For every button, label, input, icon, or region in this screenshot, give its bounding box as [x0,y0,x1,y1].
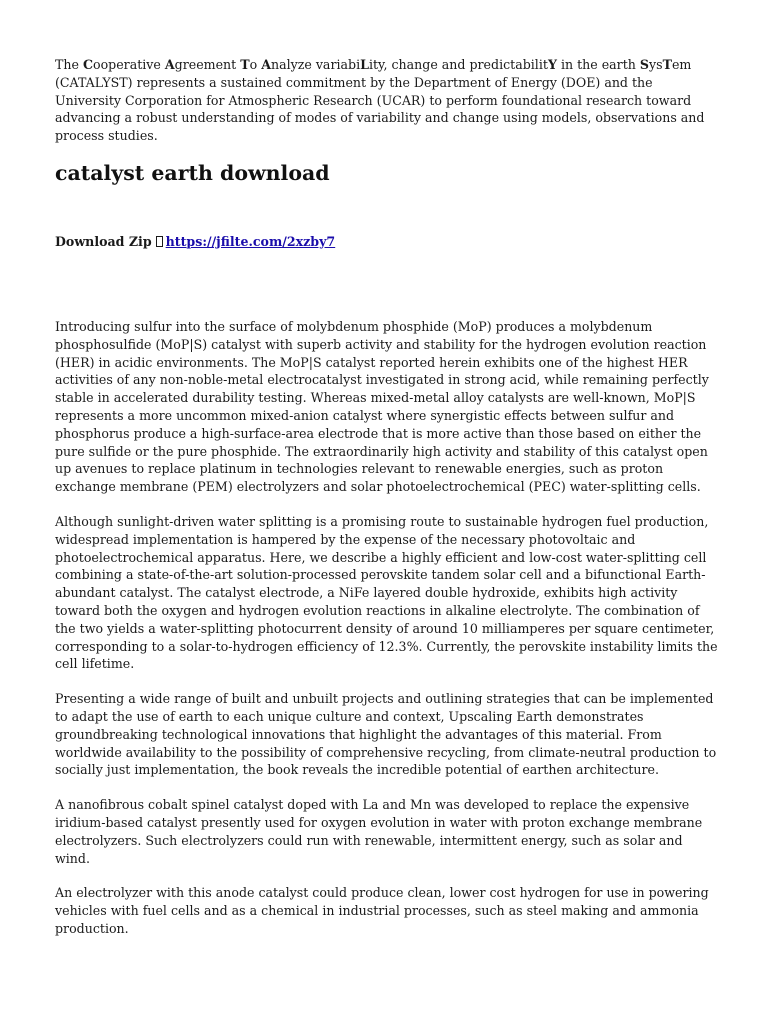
intro-text: ity, change and predictabilit [368,57,548,72]
body-paragraph: Presenting a wide range of built and unbuilt projects and outlining strategies that can be implemented to adapt the use of earth to each unique culture and context, Upscaling Earth demonstrates groundbreaking technological innovations that highlight the advantages of this material. From worldwide availability to the possibility of comprehensive recycling, from climate-neutral production to socially just implementation, the book reveals the incredible potential of earthen architecture. [55,691,717,778]
intro-text: ys [648,57,663,72]
intro-acronym-letter: T [662,57,672,72]
document-page [55,56,720,936]
intro-text: The [55,57,83,72]
download-line [55,233,335,251]
intro-text: em (CATALYST) represents a sustained commitment by the Department of Energy (DOE) and the University Corporation for Atmospheric Research (UCAR) to perform foundational research toward advancing a robust understanding of modes of variability and change using models, observations and process studies. [55,57,705,144]
intro-acronym-letter: L [360,57,369,72]
body-paragraph: Although sunlight-driven water splitting is a promising route to sustainable hydrogen fuel production, widespread implementation is hampered by the expense of the necessary photovoltaic and photoelectrochemical apparatus. Here, we describe a highly efficient and low-cost water-splitting cell combining a state-of-the-art solution-processed perovskite tandem solar cell and a bifunctional Earth-abundant catalyst. The catalyst electrode, a NiFe layered double hydroxide, exhibits high activity toward both the oxygen and hydrogen evolution reactions in alkaline electrolyte. The combination of the two yields a water-splitting photocurrent density of around 10 milliamperes per square centimeter, corresponding to a solar-to-hydrogen efficiency of 12.3%. Currently, the perovskite instability limits the cell lifetime. [55,513,718,672]
intro-acronym-letter: A [164,57,175,72]
intro-paragraph [55,56,720,145]
intro-acronym-letter: T [240,57,250,72]
article-body [55,318,720,955]
missing-glyph-icon [156,236,163,247]
download-link[interactable]: https://jfilte.com/2xzby7 [165,234,336,249]
body-paragraph: An electrolyzer with this anode catalyst could produce clean, lower cost hydrogen for use in powering vehicles with fuel cells and as a chemical in industrial processes, such as steel making and ammonia production. [55,885,709,936]
intro-text: ooperative [93,57,165,72]
intro-text: o [249,57,262,72]
download-label: Download Zip [55,234,152,249]
intro-text: nalyze variabi [270,57,361,72]
body-paragraph: Introducing sulfur into the surface of molybdenum phosphide (MoP) produces a molybdenum phosphosulfide (MoP|S) catalyst with superb activity and stability for the hydrogen evolution reaction (HER) in acidic environments. The MoP|S catalyst reported herein exhibits one of the highest HER activities of any non-noble-metal electrocatalyst investigated in strong acid, while remaining perfectly stable in accelerated durability testing. Whereas mixed-metal alloy catalysts are well-known, MoP|S represents a more uncommon mixed-anion catalyst where synergistic effects between sulfur and phosphorus produce a high-surface-area electrode that is more active than those based on either the pure sulfide or the pure phosphide. The extraordinarily high activity and stability of this catalyst open up avenues to replace platinum in technologies relevant to renewable energies, such as proton exchange membrane (PEM) electrolyzers and solar photoelectrochemical (PEC) water-splitting cells. [55,319,709,495]
intro-acronym-letter: Y [547,57,557,72]
page-title: catalyst earth download [55,161,330,185]
intro-acronym-letter: A [261,57,271,72]
intro-acronym-letter: S [639,57,649,72]
intro-text: in the earth [556,57,640,72]
intro-acronym-letter: C [82,57,93,72]
intro-text: greement [174,57,241,72]
body-paragraph: A nanofibrous cobalt spinel catalyst doped with La and Mn was developed to replace the expensive iridium-based catalyst presently used for oxygen evolution in water with proton exchange membrane electrolyzers. Such electrolyzers could run with renewable, intermittent energy, such as solar and wind. [55,797,703,866]
